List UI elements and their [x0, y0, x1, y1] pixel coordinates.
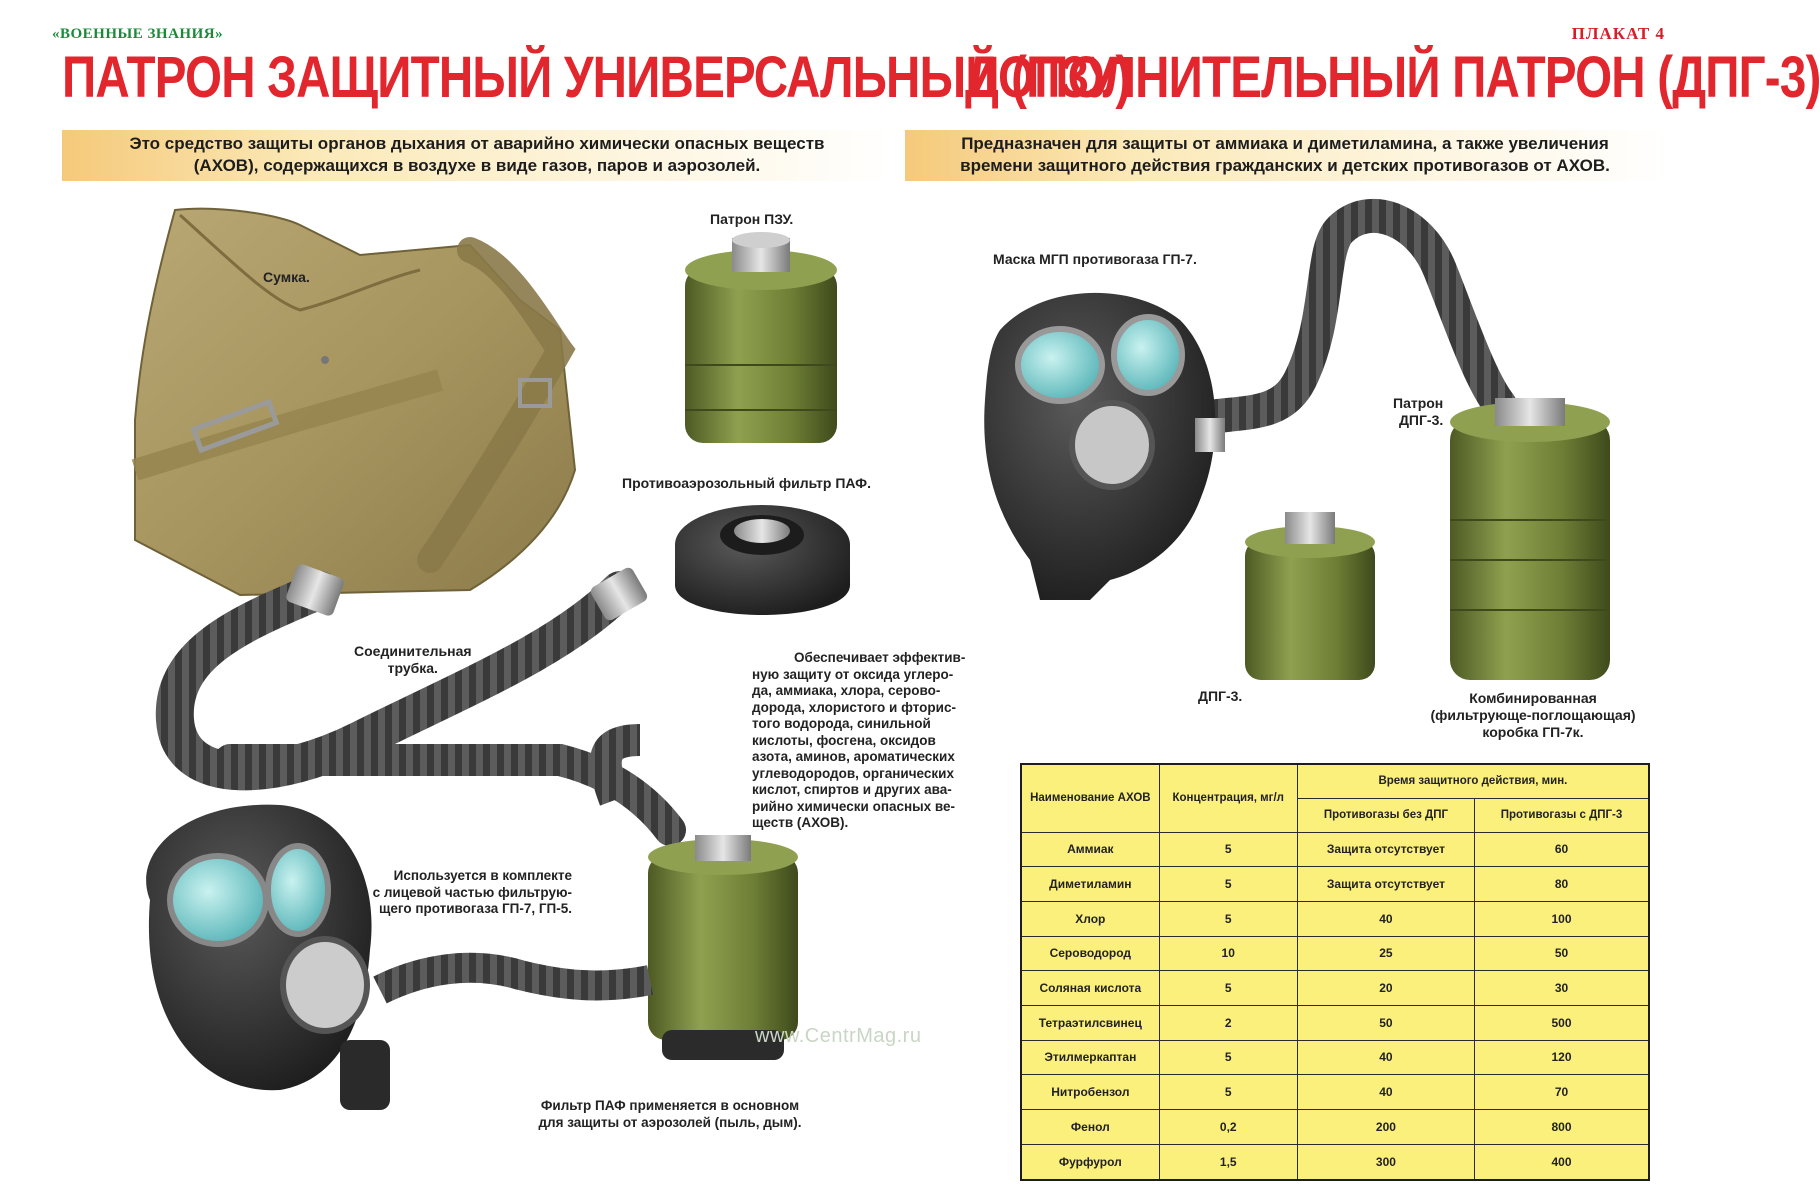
label-combined-box-line-2: (фильтрующе-поглощающая): [1430, 707, 1636, 723]
cell-concentration: 1,5: [1159, 1144, 1297, 1180]
cell-concentration: 2: [1159, 1005, 1297, 1040]
protection-line: ную защиту от оксида углеро-: [752, 666, 954, 682]
pzu-cartridge-image: [685, 232, 837, 443]
cell-with-dpg3: 100: [1475, 901, 1649, 936]
paf-line: для защиты от аэрозолей (пыль, дым).: [538, 1114, 802, 1130]
cell-name: Этилмеркаптан: [1021, 1040, 1159, 1075]
cell-name: Тетраэтилсвинец: [1021, 1005, 1159, 1040]
paf-line: Фильтр ПАФ применяется в основном: [540, 1098, 800, 1113]
pzu-mask-assembly-image: [146, 740, 798, 1110]
header-concentration: Концентрация, мг/л: [1159, 764, 1297, 832]
cell-name: Диметиламин: [1021, 867, 1159, 902]
cell-without-dpg: 50: [1297, 1005, 1474, 1040]
usage-line: Используется в комплекте: [393, 868, 572, 883]
cell-with-dpg3: 400: [1475, 1144, 1649, 1180]
watermark: www.CentrMag.ru: [755, 1025, 922, 1047]
label-mgp-mask: Маска МГП противогаза ГП-7.: [993, 251, 1197, 267]
cell-with-dpg3: 800: [1475, 1109, 1649, 1144]
cell-without-dpg: 25: [1297, 936, 1474, 971]
protection-line: кислот, спиртов и других ава-: [752, 782, 952, 797]
table-header-row: [1021, 764, 1649, 798]
cell-name: Сероводород: [1021, 936, 1159, 971]
protection-line: кислоты, фосгена, оксидов: [752, 732, 936, 748]
cell-name: Соляная кислота: [1021, 971, 1159, 1006]
intro-pzu-line-2: (АХОВ), содержащихся в воздухе в виде газов, паров и аэрозолей.: [193, 156, 761, 175]
cell-without-dpg: 300: [1297, 1144, 1474, 1180]
title-dpg3: ДОПОЛНИТЕЛЬНЫЙ ПАТРОН (ДПГ-3): [965, 45, 1820, 110]
poster-number: ПЛАКАТ 4: [1571, 24, 1665, 43]
cell-concentration: 5: [1159, 901, 1297, 936]
cell-without-dpg: 200: [1297, 1109, 1474, 1144]
label-combined-box-line-1: Комбинированная: [1469, 690, 1597, 706]
label-dpg3: ДПГ-3.: [1198, 688, 1243, 704]
table-row: [1021, 867, 1649, 902]
cell-with-dpg3: 50: [1475, 936, 1649, 971]
cell-concentration: 5: [1159, 1040, 1297, 1075]
cell-with-dpg3: 60: [1475, 832, 1649, 867]
header-with-dpg3: Противогазы с ДПГ-3: [1475, 798, 1649, 832]
header-without-dpg: Противогазы без ДПГ: [1297, 798, 1474, 832]
protection-line: углеводородов, органических: [752, 765, 954, 781]
intro-pzu-line-1: Это средство защиты органов дыхания от аварийно химически опасных веществ: [129, 134, 825, 153]
header-protection-time: Время защитного действия, мин.: [1297, 764, 1649, 798]
label-bag: Сумка.: [263, 269, 310, 285]
protection-description: [752, 650, 1002, 832]
table-row: [1021, 1075, 1649, 1110]
table-row: [1021, 1005, 1649, 1040]
title-pzu: ПАТРОН ЗАЩИТНЫЙ УНИВЕРСАЛЬНЫЙ (ПЗУ): [62, 45, 1131, 110]
usage-line: щего противогаза ГП-7, ГП-5.: [379, 901, 572, 916]
ahov-protection-table: [1020, 763, 1650, 1181]
cell-concentration: 0,2: [1159, 1109, 1297, 1144]
bag-image: [135, 209, 575, 595]
label-connecting-tube: [354, 643, 472, 677]
dpg3-mask-assembly-image: [984, 216, 1610, 680]
cell-with-dpg3: 80: [1475, 867, 1649, 902]
cell-concentration: 5: [1159, 971, 1297, 1006]
cell-with-dpg3: 30: [1475, 971, 1649, 1006]
label-combined-box: [1428, 690, 1638, 741]
paf-filter-image: [675, 505, 850, 615]
cell-name: Аммиак: [1021, 832, 1159, 867]
intro-dpg3-line-2: времени защитного действия гражданских и детских противогазов от АХОВ.: [960, 156, 1610, 175]
table-row: [1021, 901, 1649, 936]
paf-description: [520, 1098, 820, 1131]
cell-concentration: 5: [1159, 867, 1297, 902]
cell-concentration: 10: [1159, 936, 1297, 971]
cell-name: Фурфурол: [1021, 1144, 1159, 1180]
label-combined-box-line-3: коробка ГП-7к.: [1482, 724, 1584, 740]
cell-concentration: 5: [1159, 1075, 1297, 1110]
cell-with-dpg3: 70: [1475, 1075, 1649, 1110]
series-label: «ВОЕННЫЕ ЗНАНИЯ»: [52, 26, 224, 42]
cell-without-dpg: Защита отсутствует: [1297, 867, 1474, 902]
cell-with-dpg3: 500: [1475, 1005, 1649, 1040]
protection-line: дорода, хлористого и фторис-: [752, 699, 956, 715]
protection-line: рийно химически опасных ве-: [752, 798, 956, 814]
cell-name: Хлор: [1021, 901, 1159, 936]
cell-concentration: 5: [1159, 832, 1297, 867]
protection-line: того водорода, синильной: [752, 716, 931, 731]
cell-name: Фенол: [1021, 1109, 1159, 1144]
intro-dpg3-line-1: Предназначен для защиты от аммиака и диметиламина, а также увеличения: [961, 134, 1609, 153]
protection-line: азота, аминов, ароматических: [752, 749, 955, 764]
protection-line: да, аммиака, хлора, серово-: [752, 683, 941, 698]
cell-without-dpg: Защита отсутствует: [1297, 832, 1474, 867]
usage-line: с лицевой частью фильтрую-: [372, 884, 572, 900]
usage-description: [362, 868, 572, 918]
label-dpg3-cartridge-line-1: Патрон: [1393, 395, 1444, 411]
table-row: [1021, 971, 1649, 1006]
label-connecting-tube-line-2: трубка.: [387, 660, 438, 676]
table-row: [1021, 1144, 1649, 1180]
label-dpg3-cartridge-line-2: ДПГ-3.: [1398, 412, 1444, 428]
cell-without-dpg: 40: [1297, 1040, 1474, 1075]
label-paf-filter: Противоаэрозольный фильтр ПАФ.: [622, 475, 871, 491]
cell-without-dpg: 40: [1297, 901, 1474, 936]
cell-without-dpg: 20: [1297, 971, 1474, 1006]
cell-name: Нитробензол: [1021, 1075, 1159, 1110]
table-row: [1021, 936, 1649, 971]
header-name: Наименование АХОВ: [1021, 764, 1159, 832]
cell-with-dpg3: 120: [1475, 1040, 1649, 1075]
table-row: [1021, 1040, 1649, 1075]
table-row: [1021, 1109, 1649, 1144]
protection-line: Обеспечивает эффектив-: [794, 650, 966, 665]
protection-line: ществ (АХОВ).: [752, 815, 849, 830]
table-row: [1021, 832, 1649, 867]
label-dpg3-cartridge: [1393, 395, 1443, 429]
cell-without-dpg: 40: [1297, 1075, 1474, 1110]
label-connecting-tube-line-1: Соединительная: [354, 643, 472, 659]
label-pzu-cartridge: Патрон ПЗУ.: [710, 211, 794, 227]
